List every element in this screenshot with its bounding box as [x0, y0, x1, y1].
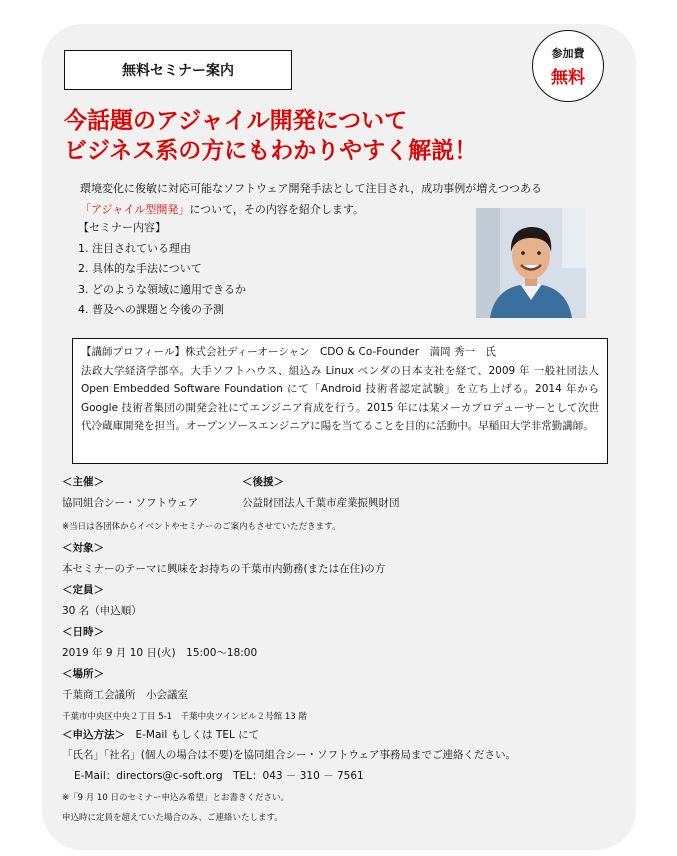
datetime-value: 2019 年 9 月 10 日(火) 15:00～18:00: [62, 647, 258, 659]
venue-label: ＜場所＞: [62, 668, 104, 680]
topic-item: 3. どのような領域に適用できるか: [78, 282, 246, 296]
fee-label: 参加費: [551, 46, 585, 60]
profile-heading: 【講師プロフィール】株式会社ディーオーシャン CDO & Co-Founder 満岡 秀一 氏: [81, 346, 496, 358]
topic-item: 4. 普及への課題と今後の予測: [78, 303, 224, 316]
intro-line-2-rest: について，その内容を紹介します。: [189, 203, 365, 216]
target-value: 本セミナーのテーマに興味をお持ちの千葉市内勤務(または在住)の方: [62, 563, 386, 575]
page-title: 無料セミナー案内: [122, 63, 234, 79]
fee-badge: [532, 30, 604, 102]
apply-row: [62, 727, 259, 742]
topic-item: 2. 具体的な手法について: [78, 262, 202, 275]
profile-body: 法政大学経済学部卒。大手ソフトハウス、組込み Linux ベンダの日本支社を経て、2009 年 一般社団法人 Open Embedded Software Foundation にて「Android 技術者認定試験」を立ち上げる。2014 年から Google 技術者集団の開発会社にてエンジニア育成を行う。2015 年には某メーカプロデューサーとして次世代冷蔵庫開発を担当。オープンソースエンジニアに陽を当てることを目的に活動中。早稲田大学非常勤講師。: [81, 364, 599, 432]
headline-line-1: 今話題のアジャイル開発について: [64, 108, 408, 134]
capacity-value: 30 名（申込順）: [62, 605, 142, 617]
speaker-photo: [476, 208, 586, 318]
topic-item: 1. 注目されている理由: [78, 241, 191, 255]
venue-name: 千葉商工会議所 小会議室: [62, 689, 188, 701]
topics-heading: 【セミナー内容】: [78, 221, 166, 234]
seminar-topics: [78, 218, 246, 321]
apply-method: E-Mail もしくは TEL にて: [135, 729, 260, 741]
fee-value: 無料: [551, 67, 585, 88]
target-label: ＜対象＞: [62, 542, 104, 554]
venue-address: 千葉市中央区中央２丁目 5-1 千葉中央ツインビル２号館 13 階: [62, 712, 307, 722]
apply-instruction: 「氏名」「社名」(個人の場合は不要)を協同組合シー・ソフトウェア事務局までご連絡ください。: [62, 749, 517, 761]
apply-note-1: ※「9 月 10 日のセミナー申込み希望」とお書きください。: [62, 793, 289, 803]
intro-highlight: 「アジャイル型開発」: [80, 203, 190, 216]
supporter-label: ＜後援＞: [242, 476, 284, 488]
apply-note-2: 申込時に定員を超えていた場合のみ、ご連絡いたします。: [62, 813, 283, 823]
apply-label: ＜申込方法＞: [62, 729, 125, 741]
organizer-label: ＜主催＞: [62, 476, 104, 488]
supporter-value: 公益財団法人千葉市産業振興財団: [242, 497, 400, 509]
organizer-value: 協同組合シー・ソフトウェア: [62, 497, 199, 509]
speaker-photo-illustration: [476, 208, 586, 318]
intro-line-2: [80, 199, 542, 220]
speaker-profile: [72, 338, 608, 464]
intro-line-1: 環境変化に俊敏に対応可能なソフトウェア開発手法として注目され，成功事例が増えつつある: [80, 182, 542, 195]
capacity-label: ＜定員＞: [62, 584, 104, 596]
intro-text: [80, 178, 542, 220]
datetime-label: ＜日時＞: [62, 626, 104, 638]
apply-contact: E-Mail：directors@c-soft.org TEL：043 － 310 － 7561: [74, 770, 364, 782]
headline: [64, 106, 477, 166]
headline-line-2: ビジネス系の方にもわかりやすく解説！: [64, 138, 478, 164]
organizer-note: ※当日は各団体からイベントやセミナーのご案内もさせていただきます。: [62, 522, 341, 532]
page-title-box: [64, 50, 292, 90]
